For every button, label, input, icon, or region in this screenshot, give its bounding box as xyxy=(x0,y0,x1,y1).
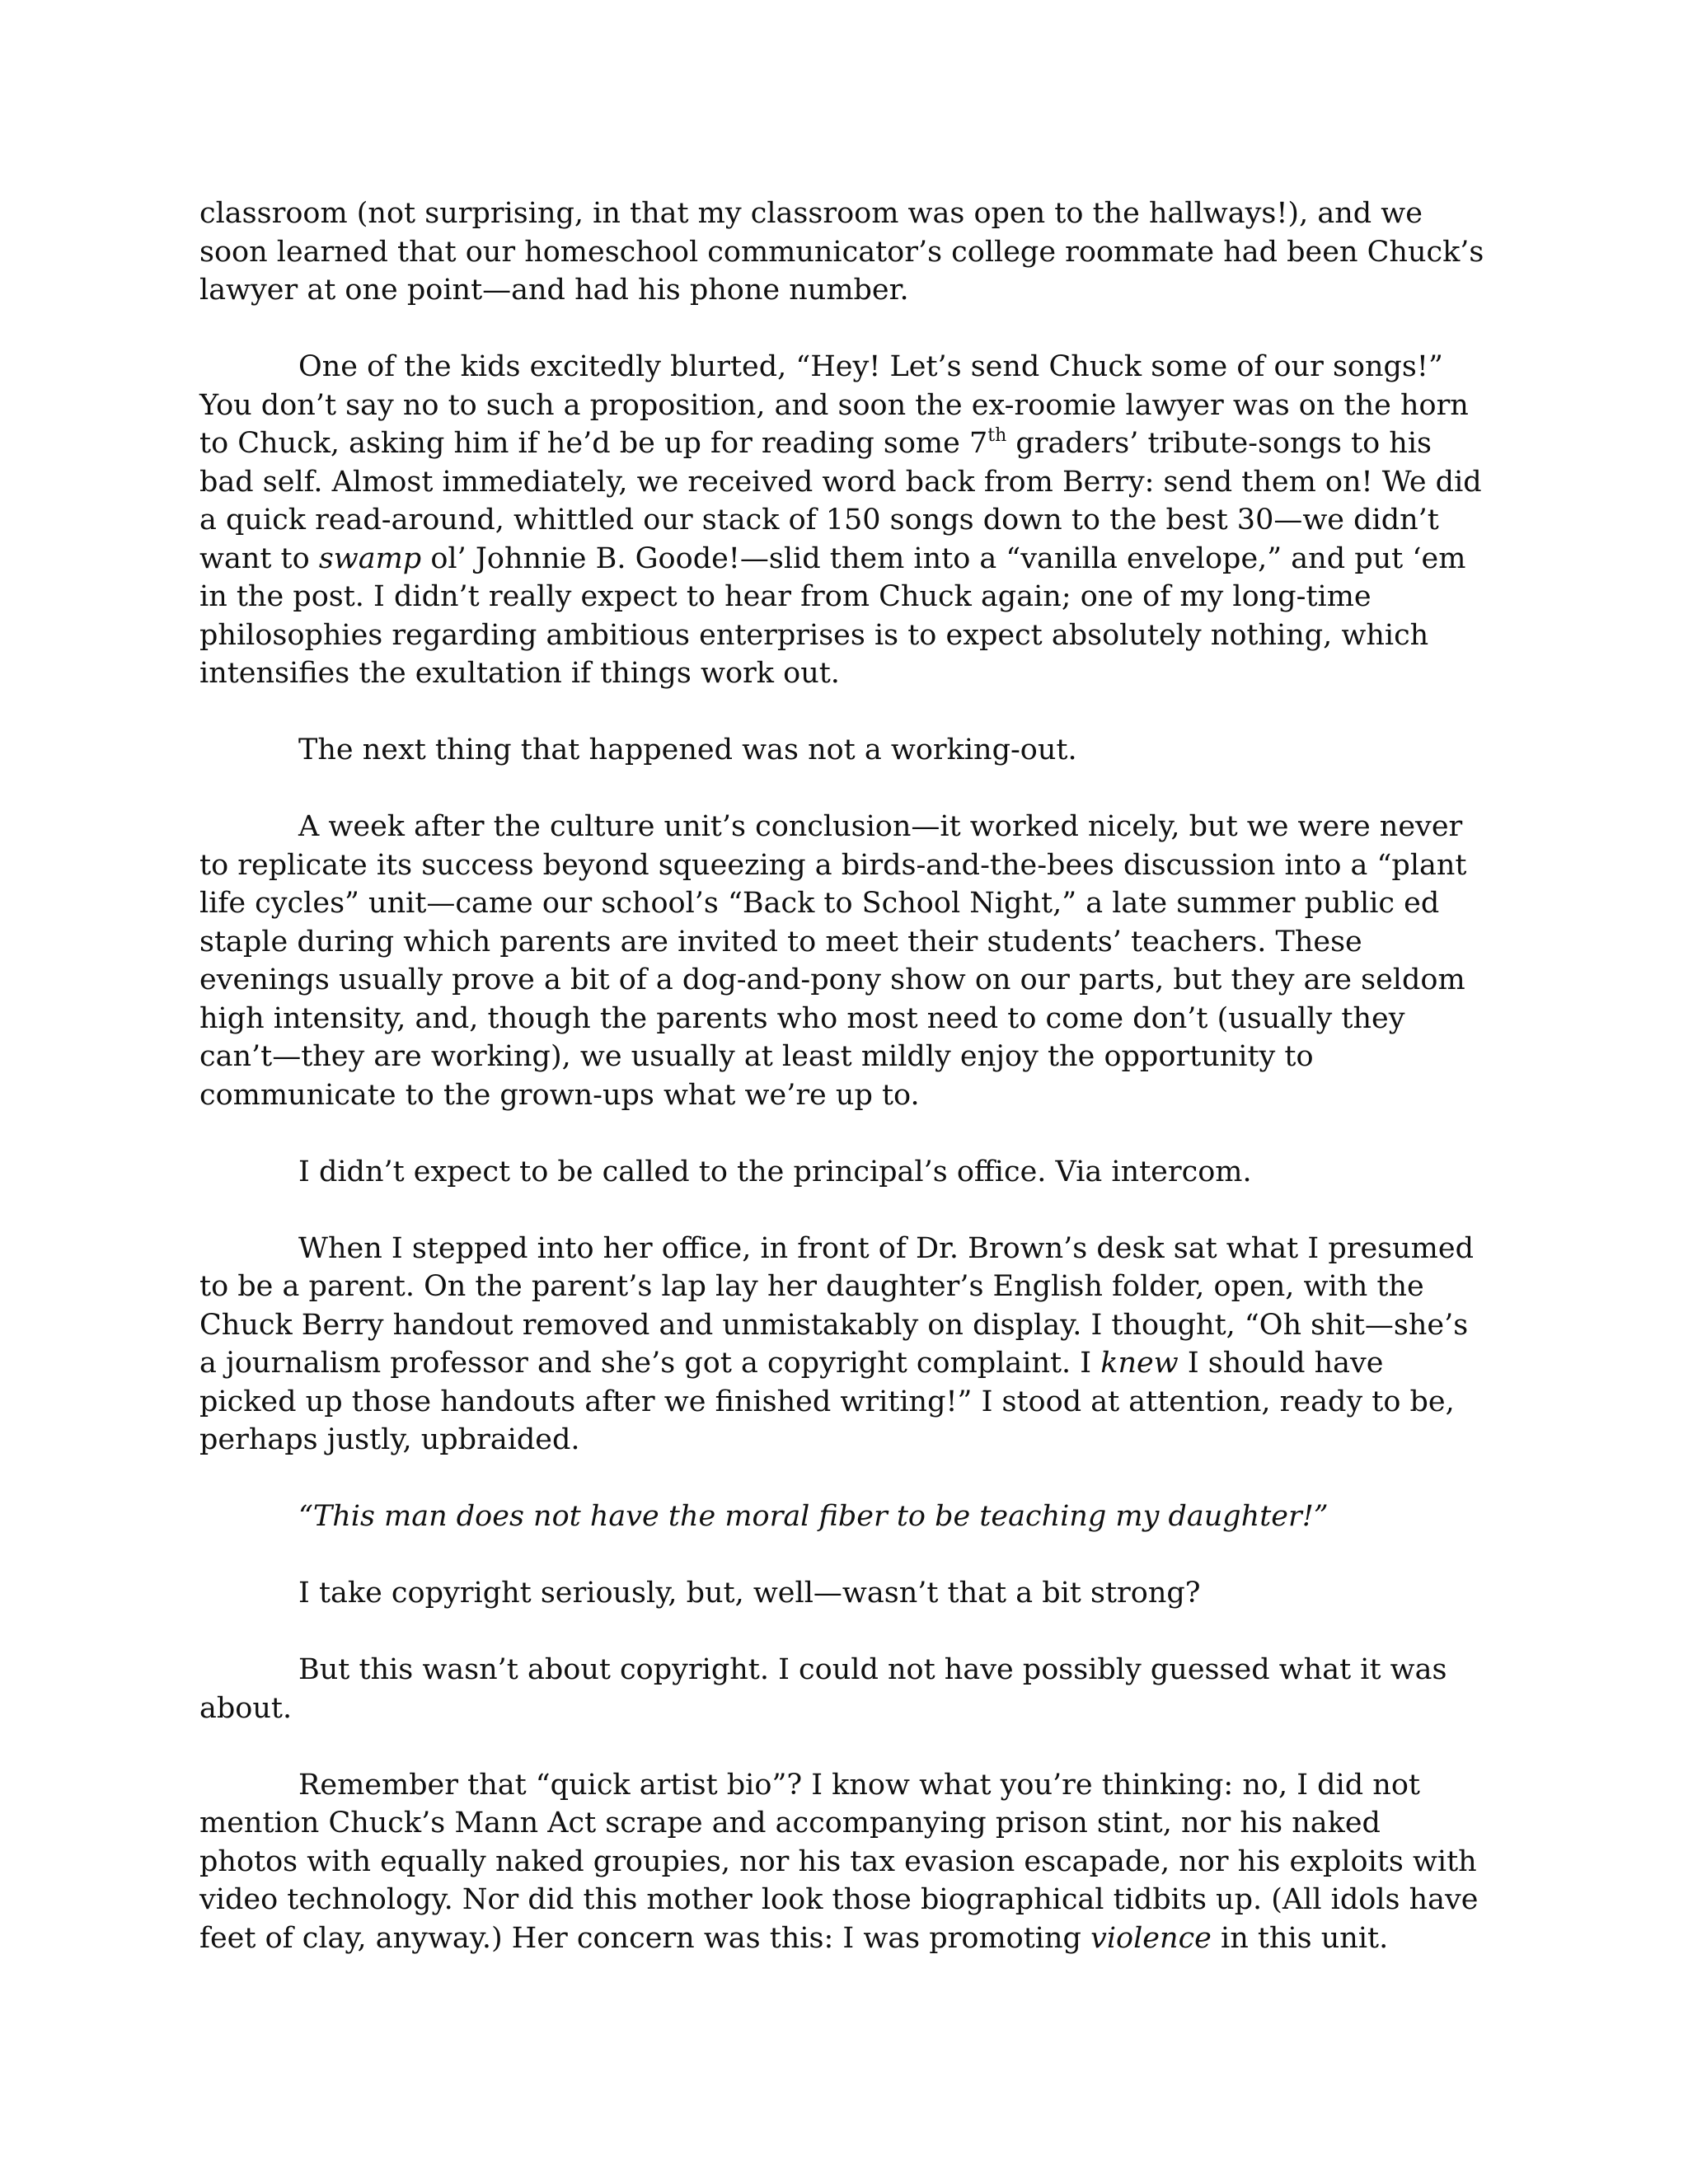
paragraph-4: A week after the culture unit’s conclusion—it worked nicely, but we were never to replicate its success beyond squeezing a birds-and-the-bees discussion into a “plant life cycles” unit—came our school’s “Back to School Night,” a late summer public ed staple during which parents are invited to meet their students’ teachers. These evenings usually prove a bit of a dog-and-pony show on our parts, but they are seldom high intensity, and, though the parents who most need to come don’t (usually they can’t—they are working), we usually at least mildly enjoy the opportunity to communicate to the grown-ups what we’re up to. xyxy=(199,810,1467,1112)
paragraph-9: But this wasn’t about copyright. I could not have possibly guessed what it was about. xyxy=(199,1653,1447,1725)
paragraph-6-text-b: I should have picked up those handouts after we finished writing!” I stood at attention, ready to be, perhaps justly, upbraided. xyxy=(199,1347,1455,1456)
paragraph-1: classroom (not surprising, in that my classroom was open to the hallways!), and we soon learned that our homeschool communicator’s college roommate had been Chuck’s lawyer at one point—and had his phone number. xyxy=(199,197,1484,307)
paragraph-6-text-a: When I stepped into her office, in front of Dr. Brown’s desk sat what I presumed to be a parent. On the parent’s lap lay her daughter’s English folder, open, with the Chuck Berry handout removed and unmistakably on display. I thought, “Oh shit—she’s a journalism professor and she’s got a copyright complaint. I xyxy=(199,1231,1474,1380)
paragraph-2-text-a: One of the kids excitedly blurted, “Hey! Let’s send Chuck some of our songs!” You don’t say no to such a proposition, and soon the ex-roomie lawyer was on the horn to Chuck, asking him if he’d be up for reading some 7 xyxy=(199,350,1469,460)
paragraph-2 xyxy=(199,348,1485,693)
italic-quote: “This man does not have the moral fiber to be teaching my daughter!” xyxy=(298,1500,1329,1533)
ordinal-superscript: th xyxy=(987,425,1007,446)
paragraph-8: I take copyright seriously, but, well—wasn’t that a bit strong? xyxy=(298,1577,1201,1610)
paragraph-3: The next thing that happened was not a working-out. xyxy=(298,733,1077,766)
italic-word-knew: knew xyxy=(1100,1347,1179,1380)
paragraph-2-text-b: graders’ tribute-songs to his bad self. Almost immediately, we received word back from Berry: send them on! We did a quick read-around, whittled our stack of 150 songs down to the best 30—we didn’t want to xyxy=(199,427,1482,575)
paragraph-6 xyxy=(199,1230,1485,1460)
paragraph-2-text-c: ol’ Johnnie B. Goode!—slid them into a “vanilla envelope,” and put ‘em in the post. I didn’t really expect to hear from Chuck again; one of my long-time philosophies regarding ambitious enterprises is to expect absolutely nothing, which intensifies the exultation if things work out. xyxy=(199,541,1466,690)
paragraph-5: I didn’t expect to be called to the principal’s office. Via intercom. xyxy=(298,1155,1252,1188)
paragraph-10-text-b: in this unit. xyxy=(1211,1921,1389,1955)
document-page xyxy=(199,194,1485,1996)
italic-word-swamp: swamp xyxy=(318,541,422,575)
italic-word-violence: violence xyxy=(1090,1921,1212,1955)
paragraph-10 xyxy=(199,1766,1485,1958)
paragraph-10-text-a: Remember that “quick artist bio”? I know what you’re thinking: no, I did not mention Chuck’s Mann Act scrape and accompanying prison stint, nor his naked photos with equally naked groupies, nor his tax evasion escapade, nor his exploits with video technology. Nor did this mother look those biographical tidbits up. (All idols have feet of clay, anyway.) Her concern was this: I was promoting xyxy=(199,1768,1479,1955)
